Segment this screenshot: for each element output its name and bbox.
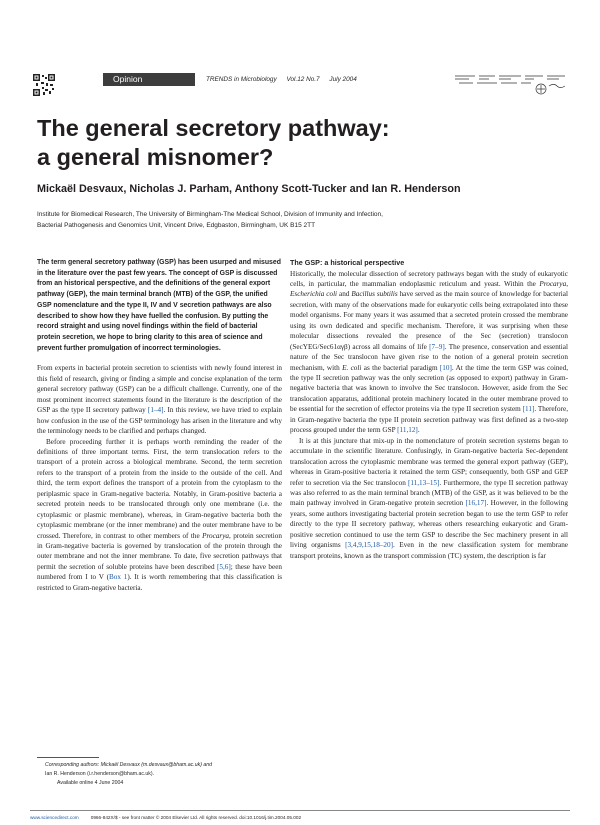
journal-header [206, 74, 365, 85]
affiliation-line: Bacterial Pathogenesis and Genomics Unit, Vincent Drive, Edgbaston, Birmingham, UK B15 2TT [37, 222, 316, 229]
section-heading: The GSP: a historical perspective [290, 258, 405, 267]
left-column [37, 258, 282, 593]
corresponding-authors-cont: Ian R. Henderson (i.r.henderson@bham.ac.uk). [45, 771, 155, 778]
footnote [45, 761, 285, 789]
journal-date: July 2004 [329, 76, 357, 83]
copyright-info: 0966-842X/$ - see front matter © 2004 Elsevier Ltd. All rights reserved. doi:10.1016/j.tim.2004.05.002 [90, 815, 302, 820]
citation-link[interactable]: [11,12] [397, 426, 418, 435]
citation-link[interactable]: [7–9] [429, 342, 445, 351]
citation-link[interactable]: [5,6] [217, 562, 231, 571]
footer-divider [30, 810, 570, 811]
affiliation [37, 209, 572, 231]
title-line: a general misnomer? [37, 144, 274, 170]
footnote-divider [37, 757, 99, 758]
right-column [290, 258, 568, 561]
abstract: The term general secretory pathway (GSP) has been usurped and misused in the literature over the past few years. The concept of GSP is discussed from an historical perspective, and the definitions of the general export pathway (GEP), the main terminal branch (MTB) of the GSP, the unified GSP nomenclature and the type II, IV and V secretion pathways are also described to show how they have fuelled the confusion. By putting the record straight and using novel findings within the field of bacterial protein secretion, we hope to bring clarity to this area of science and prevent further promulgation of incorrect terminologies. [37, 259, 281, 352]
qr-code-icon [33, 74, 55, 96]
citation-link[interactable]: [10] [439, 363, 452, 372]
page-footer [30, 814, 575, 821]
citation-link[interactable]: [1–4] [147, 406, 164, 415]
site-link[interactable]: www.sciencedirect.com [30, 815, 79, 820]
citation-link[interactable]: [11,13–15] [407, 478, 440, 487]
article-title [37, 114, 567, 172]
corresponding-authors: Corresponding authors: Mickaël Desvaux (m.desvaux@bham.ac.uk) and [45, 762, 213, 768]
section-label: Opinion [103, 73, 195, 86]
citation-link[interactable]: [11] [522, 405, 535, 414]
body-paragraph: From experts in bacterial protein secretion to scientists with newly found interest in this field of research, giving or finding a simple and concise explanation of the term general secretory pathway (GSP) can be a difficult challenge. Currently, one of the most prominent incorrect statements found in the literature is the description of the GSP as the type II secretory pathway [1–4]. In this review, we have tried to explain how confusion in the use of the GSP terminology has arisen in the literature and why the terminology needs to be clarified and perhaps changed. [37, 364, 282, 436]
journal-name: TRENDS in Microbiology [206, 76, 277, 83]
citation-link[interactable]: [16,17] [465, 499, 487, 508]
title-line: The general secretory pathway: [37, 115, 390, 141]
available-online: Available online 4 June 2004 [57, 780, 124, 787]
body-paragraph: Before proceeding further it is perhaps worth reminding the reader of the definitions of three important terms. First, the term translocation refers to the transport of a protein across a biological membrane. Second, the term secretion refers to the transport of a protein from the inside to the outside of the cell. And third, the term export defines the transport of a protein from the cytoplasm to the periplasmic space in Gram-negative bacteria. Notably, in Gram-positive bacteria a secreted protein needs to be translocated through only one membrane (i.e. the cytoplasmic or plasmic membrane), whereas, in Gram-negative bacteria both the cytoplasmic membrane (or the inner membrane) and the outer membrane have to be crossed. Therefore, in contrast to other members of the Procarya, protein secretion in Gram-negative bacteria is governed by translocation of the protein through the outer membrane and not the inner membrane. To date, five secretion pathways that permit the secretion of soluble proteins have been described [5,6]; these have been numbered from I to V (Box 1). It is worth remembering that this classification is restricted to Gram-negative bacteria. [37, 437, 282, 592]
affiliation-line: Institute for Biomedical Research, The University of Birmingham-The Medical School, Division of Immunity and Infection, [37, 211, 383, 218]
body-paragraph: It is at this juncture that mix-up in the nomenclature of protein secretion systems began to accumulate in the scientific literature. Confusingly, in Gram-negative bacteria Sec-dependent translocation across the cytoplasmic membrane was termed the general export pathway (GEP), whereas in Gram-positive bacteria it retained the term GSP; consequently, both GSP and GEP refer to secretion via the Sec translocon [11,13–15]. Furthermore, the type II secretion pathway was also referred to as the main terminal branch (MTB) of the GSP, as it was believed to be the main pathway involved in Gram-negative protein secretion [16,17]. However, in the following years, some authors investigating bacterial protein secretion began to use the term GSP to refer directly to the type II secretory pathway, whereas others researching eukaryotic and Gram-positive secretion continued to use the term GSP to describe the Sec machinery present in all living organisms [3,4,9,15,18–20]. Even in the new classification system for membrane transport proteins, known as the transport commission (TC) system, the description is far [290, 436, 568, 560]
journal-volume: Vol.12 No.7 [286, 76, 320, 83]
citation-link[interactable]: [3,4,9,15,18–20] [345, 541, 393, 550]
author-list: Mickaël Desvaux, Nicholas J. Parham, Anthony Scott-Tucker and Ian R. Henderson [37, 183, 461, 195]
body-paragraph: Historically, the molecular dissection of secretory pathways began with the study of eukaryotic cells, in particular, the mammalian endoplasmic reticulum and yeast. Within the Procarya, Escherichia coli and Bacillus subtilis have served as the main source of knowledge for bacterial secretion, with many of the observations made for eukaryotic cells being extrapolated into these model organisms. For many years it was assumed that a secreted protein crossed the membrane using its own dedicated and specific mechanism. Therefore, it was surprising when these molecular dissections revealed the presence of the Sec (secretion) translocon (SecYEG/Sec61αγβ) across all domains of life [7–9]. The presence, conservation and essential nature of the Sec translocon have given rise to the notion of a general protein secretion mechanism, with E. coli as the bacterial paradigm [10]. At the time the term GSP was coined, the type II secretion pathway was the only secretion (as opposed to export) pathway in Gram-negative bacteria that was known to involve the Sec translocon. However, aside from the Sec translocation apparatus, additional protein machinery located in the outer membrane proved to be essential for the secretion of effector proteins via the type II secretion system [11]. Therefore, in Gram-negative bacteria the type II protein secretion pathway was first defined as a two-step process grouped under the term GSP [11,12]. [290, 269, 568, 435]
publisher-logo-icon [453, 72, 568, 98]
box-link[interactable]: Box 1 [108, 573, 128, 582]
